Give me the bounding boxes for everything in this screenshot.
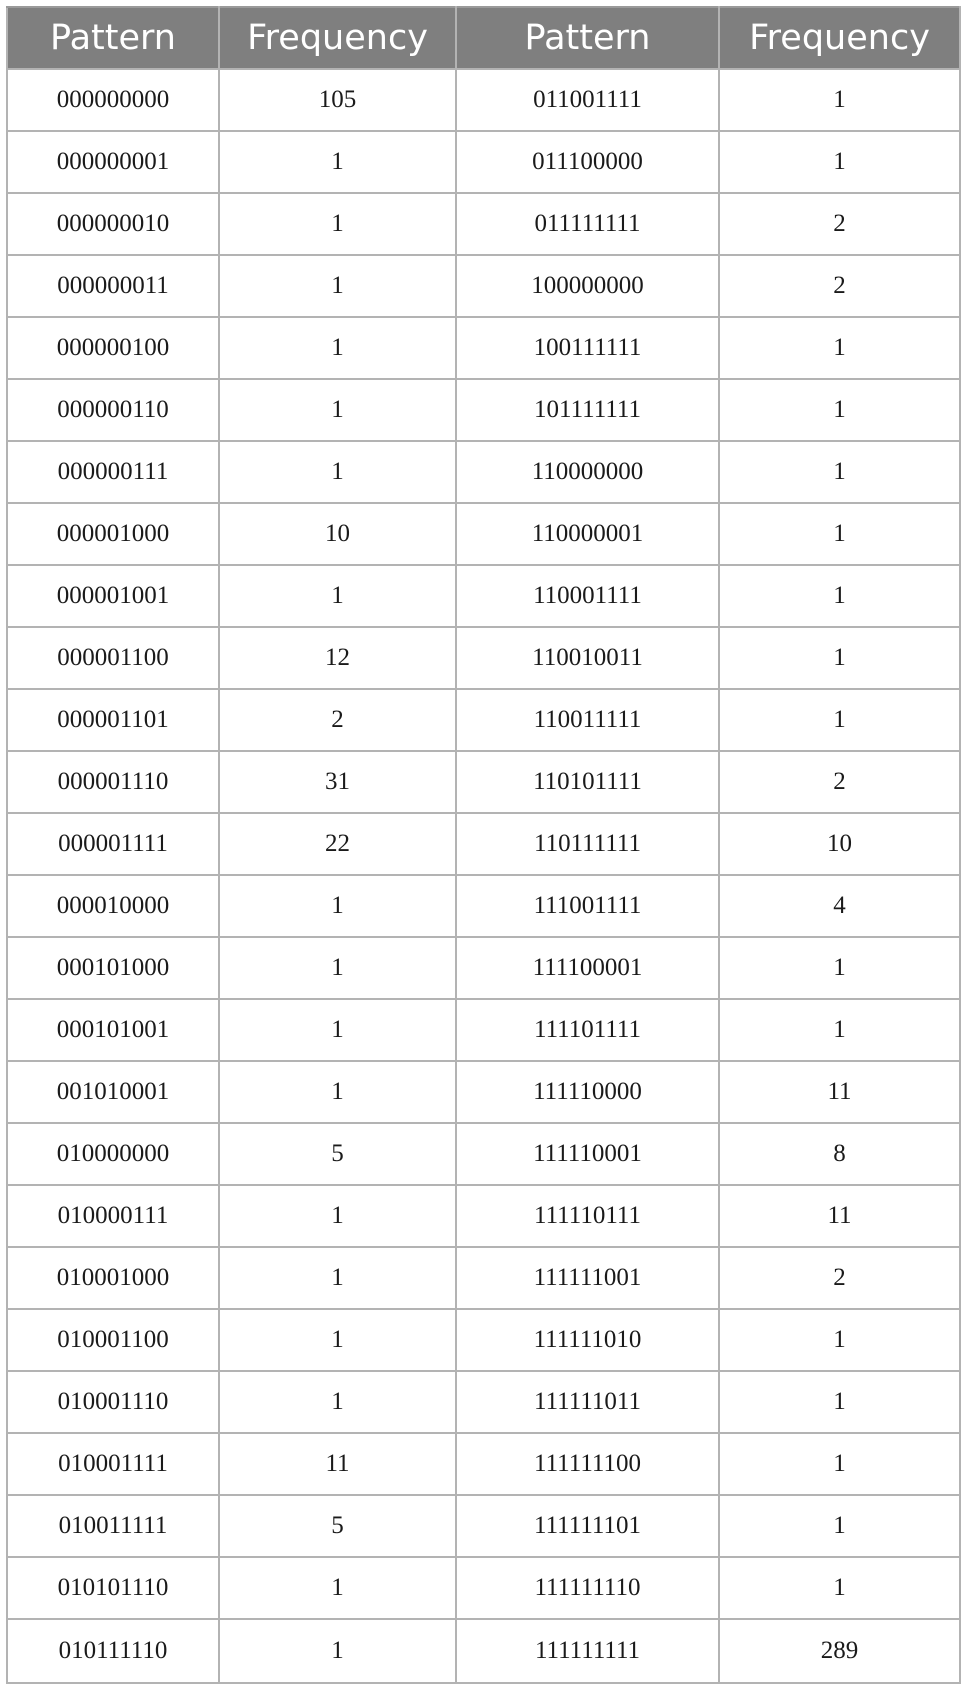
cell-pattern-right: 111111100 [456,1433,719,1495]
cell-frequency-right: 1 [719,1495,960,1557]
cell-frequency-left: 1 [219,441,456,503]
cell-frequency-left: 1 [219,1371,456,1433]
cell-pattern-right: 110001111 [456,565,719,627]
cell-pattern-right: 100111111 [456,317,719,379]
header-pattern-2: Pattern [456,7,719,69]
cell-frequency-left: 11 [219,1433,456,1495]
header-frequency-1: Frequency [219,7,456,69]
table-row [7,999,960,1061]
cell-frequency-left: 1 [219,1247,456,1309]
table-row [7,255,960,317]
cell-pattern-right: 101111111 [456,379,719,441]
pattern-frequency-table [6,6,961,1684]
cell-pattern-right: 110010011 [456,627,719,689]
cell-frequency-left: 10 [219,503,456,565]
cell-frequency-right: 1 [719,565,960,627]
cell-pattern-left: 000001101 [7,689,219,751]
cell-pattern-left: 010111110 [7,1619,219,1683]
cell-frequency-right: 2 [719,255,960,317]
table-row [7,131,960,193]
cell-pattern-left: 000101000 [7,937,219,999]
cell-frequency-left: 1 [219,937,456,999]
cell-pattern-left: 010001100 [7,1309,219,1371]
cell-frequency-right: 1 [719,999,960,1061]
cell-frequency-right: 1 [719,131,960,193]
cell-pattern-left: 000001110 [7,751,219,813]
cell-pattern-right: 100000000 [456,255,719,317]
cell-frequency-left: 1 [219,999,456,1061]
table-row [7,689,960,751]
cell-pattern-left: 000001000 [7,503,219,565]
cell-frequency-left: 1 [219,1619,456,1683]
cell-frequency-right: 2 [719,193,960,255]
cell-frequency-left: 1 [219,193,456,255]
cell-pattern-left: 001010001 [7,1061,219,1123]
cell-pattern-left: 000000111 [7,441,219,503]
table-row [7,1247,960,1309]
table-row [7,1495,960,1557]
table-row [7,1061,960,1123]
cell-frequency-right: 11 [719,1185,960,1247]
cell-frequency-right: 289 [719,1619,960,1683]
cell-pattern-right: 111100001 [456,937,719,999]
table-row [7,379,960,441]
cell-pattern-left: 010101110 [7,1557,219,1619]
cell-pattern-left: 010001111 [7,1433,219,1495]
cell-pattern-left: 000000011 [7,255,219,317]
table-row [7,1557,960,1619]
cell-pattern-right: 111111101 [456,1495,719,1557]
cell-pattern-left: 010000000 [7,1123,219,1185]
cell-pattern-left: 000001001 [7,565,219,627]
cell-frequency-right: 4 [719,875,960,937]
cell-frequency-left: 1 [219,1309,456,1371]
table-row [7,1619,960,1683]
cell-frequency-left: 12 [219,627,456,689]
cell-frequency-left: 1 [219,875,456,937]
cell-pattern-right: 111111111 [456,1619,719,1683]
cell-pattern-right: 110101111 [456,751,719,813]
cell-pattern-right: 111110000 [456,1061,719,1123]
cell-frequency-right: 1 [719,1433,960,1495]
table-row [7,627,960,689]
cell-frequency-right: 1 [719,69,960,131]
cell-pattern-right: 111111010 [456,1309,719,1371]
table-row [7,875,960,937]
table-row [7,193,960,255]
cell-frequency-right: 1 [719,441,960,503]
cell-pattern-left: 000000100 [7,317,219,379]
cell-pattern-right: 111110001 [456,1123,719,1185]
cell-pattern-right: 110111111 [456,813,719,875]
cell-pattern-right: 011001111 [456,69,719,131]
cell-frequency-right: 1 [719,379,960,441]
cell-frequency-left: 5 [219,1123,456,1185]
cell-frequency-left: 2 [219,689,456,751]
cell-pattern-left: 000000110 [7,379,219,441]
table-row [7,565,960,627]
cell-frequency-left: 5 [219,1495,456,1557]
table-row [7,1185,960,1247]
cell-pattern-left: 010001000 [7,1247,219,1309]
table-row [7,1123,960,1185]
cell-frequency-right: 1 [719,1309,960,1371]
cell-frequency-left: 1 [219,1061,456,1123]
cell-pattern-right: 110011111 [456,689,719,751]
cell-frequency-right: 1 [719,1557,960,1619]
table-row [7,503,960,565]
cell-frequency-right: 2 [719,1247,960,1309]
cell-frequency-left: 1 [219,565,456,627]
pattern-frequency-table-container [6,6,959,1684]
table-row [7,1371,960,1433]
cell-frequency-right: 1 [719,937,960,999]
cell-pattern-right: 110000000 [456,441,719,503]
header-frequency-2: Frequency [719,7,960,69]
cell-frequency-left: 1 [219,379,456,441]
table-row [7,751,960,813]
cell-pattern-right: 111111001 [456,1247,719,1309]
table-row [7,441,960,503]
table-row [7,1309,960,1371]
cell-pattern-right: 111111110 [456,1557,719,1619]
cell-pattern-right: 111001111 [456,875,719,937]
cell-frequency-right: 1 [719,1371,960,1433]
cell-pattern-left: 000000000 [7,69,219,131]
cell-frequency-right: 1 [719,503,960,565]
cell-pattern-left: 000101001 [7,999,219,1061]
table-row [7,69,960,131]
cell-pattern-right: 011100000 [456,131,719,193]
cell-pattern-left: 010000111 [7,1185,219,1247]
cell-pattern-right: 111111011 [456,1371,719,1433]
cell-pattern-left: 000000001 [7,131,219,193]
cell-frequency-right: 1 [719,317,960,379]
cell-frequency-left: 1 [219,255,456,317]
cell-frequency-left: 1 [219,1185,456,1247]
cell-frequency-left: 22 [219,813,456,875]
cell-frequency-left: 1 [219,1557,456,1619]
cell-pattern-left: 000001100 [7,627,219,689]
cell-frequency-right: 2 [719,751,960,813]
header-pattern-1: Pattern [7,7,219,69]
header-row [7,7,960,69]
cell-pattern-left: 000000010 [7,193,219,255]
cell-frequency-right: 8 [719,1123,960,1185]
cell-pattern-right: 111110111 [456,1185,719,1247]
cell-pattern-right: 111101111 [456,999,719,1061]
cell-pattern-left: 000010000 [7,875,219,937]
cell-frequency-right: 11 [719,1061,960,1123]
cell-pattern-left: 010001110 [7,1371,219,1433]
cell-frequency-left: 31 [219,751,456,813]
table-row [7,813,960,875]
table-row [7,1433,960,1495]
cell-frequency-left: 1 [219,131,456,193]
cell-pattern-right: 110000001 [456,503,719,565]
cell-frequency-left: 105 [219,69,456,131]
table-header [7,7,960,69]
table-body [7,69,960,1683]
table-row [7,937,960,999]
cell-frequency-right: 10 [719,813,960,875]
table-row [7,317,960,379]
cell-frequency-right: 1 [719,689,960,751]
cell-frequency-left: 1 [219,317,456,379]
cell-pattern-left: 010011111 [7,1495,219,1557]
cell-pattern-left: 000001111 [7,813,219,875]
cell-pattern-right: 011111111 [456,193,719,255]
cell-frequency-right: 1 [719,627,960,689]
